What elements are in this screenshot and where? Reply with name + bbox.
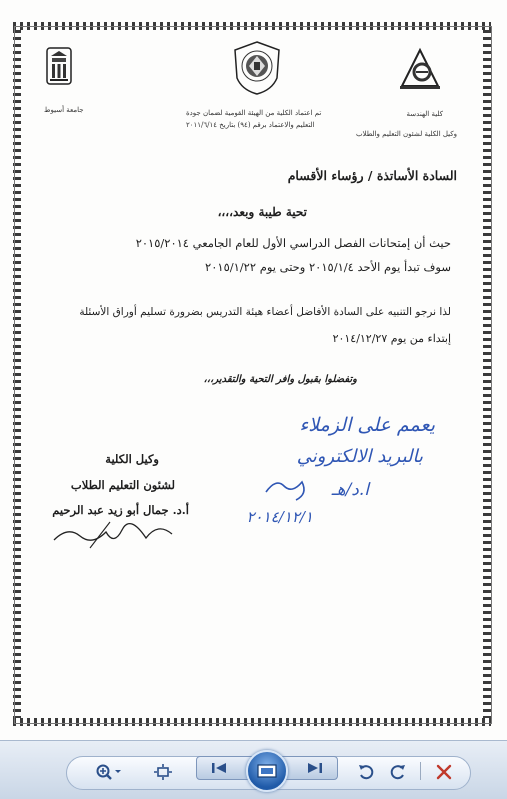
rotate-counterclockwise-icon[interactable] [354,760,378,784]
closing-line: وتفضلوا بقبول وافر التحية والتقدير،،، [203,374,357,385]
slideshow-icon [253,761,281,781]
addressee: السادة الأساتذة / رؤساء الأقسام [287,168,457,183]
zoom-icon[interactable] [92,760,126,784]
paragraph-2-line-1: لذا نرجو التنبيه على السادة الأفاضل أعضاء هيئة التدريس بضرورة تسليم أوراق الأسئلة [79,306,451,318]
faculty-name: كلية الهندسة [406,110,443,118]
accreditation-line-1: تم اعتماد الكلية من الهيئة القومية لضمان جودة [186,109,322,117]
signature-title-1: وكيل الكلية [105,452,159,466]
delete-icon[interactable] [432,760,456,784]
faculty-vice-dean: وكيل الكلية لشئون التعليم والطلاب [355,130,457,138]
previous-icon[interactable] [202,758,236,778]
official-signature [50,518,180,554]
paragraph-1-line-2: سوف تبدأ يوم الأحد ٢٠١٥/١/٤ وحتى يوم ٢٠١٥/١/٢٢ [205,260,451,274]
handwritten-note-line-1: يعمم على الزملاء [299,414,435,436]
rotate-clockwise-icon[interactable] [386,760,410,784]
handwritten-note-date: ٢٠١٤/١٢/١ [246,508,313,526]
toolbar-separator [420,762,421,780]
signature-name: أ.د. جمال أبو زيد عبد الرحيم [52,503,189,517]
paragraph-1-line-1: حيث أن إمتحانات الفصل الدراسي الأول للعام الجامعي ٢٠١٥/٢٠١٤ [135,236,451,250]
accreditation-emblem [232,40,282,96]
university-name: جامعة أسيوط [44,106,84,114]
fit-window-icon[interactable] [150,760,176,784]
paragraph-2-line-2: إبتداء من يوم ٢٠١٤/١٢/٢٧ [332,332,451,345]
assiut-university-logo [44,46,74,88]
next-icon[interactable] [298,758,332,778]
handwritten-signature-mark [262,474,314,506]
handwritten-note-line-2: بالبريد الالكتروني [296,446,423,467]
accreditation-line-2: التعليم والاعتماد برقم (٩٤) بتاريخ ٢٠١١/٦/١٤ [186,121,315,129]
signature-title-2: لشئون التعليم الطلاب [70,478,175,492]
handwritten-note-initials: ا.د/هـ [331,480,369,500]
greeting: تحية طيبة وبعد،،،، [217,205,307,219]
faculty-engineering-logo [398,46,442,90]
